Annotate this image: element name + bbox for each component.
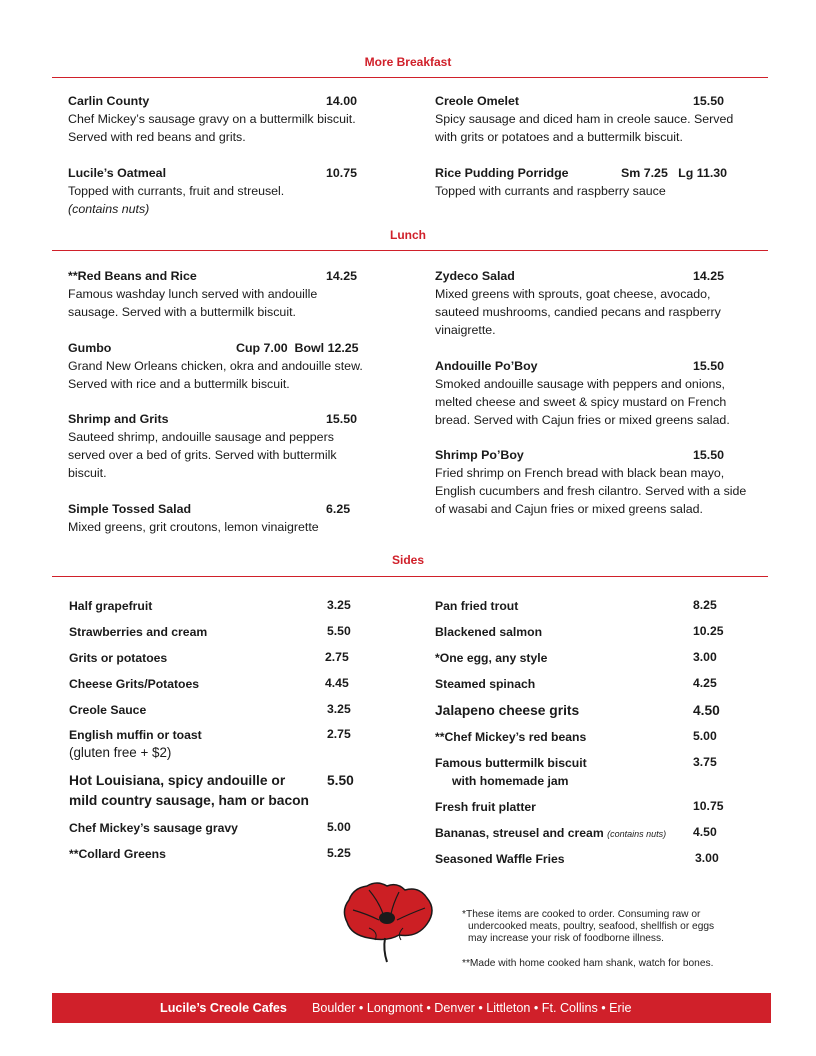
side-price: 5.50 xyxy=(327,773,354,788)
side-name: Fresh fruit platter xyxy=(435,800,536,814)
item-name: Andouille Po’Boy xyxy=(435,359,538,373)
side-name: Blackened salmon xyxy=(435,625,543,639)
menu-item xyxy=(68,410,368,482)
side-name: **Chef Mickey’s red beans xyxy=(435,730,587,744)
section-heading-breakfast: More Breakfast xyxy=(364,55,452,69)
footer-bar xyxy=(52,993,771,1023)
item-name: Shrimp and Grits xyxy=(68,412,169,426)
item-price: 15.50 xyxy=(693,359,725,373)
menu-item xyxy=(435,267,753,339)
item-description: Mixed greens, grit croutons, lemon vinaigrette xyxy=(68,520,319,534)
item-description: Topped with currants and raspberry sauce xyxy=(435,184,666,198)
side-price: 3.25 xyxy=(327,702,351,716)
footer-locations: Boulder • Longmont • Denver • Littleton • Ft. Collins • Erie xyxy=(312,1001,632,1015)
item-price: 6.25 xyxy=(326,502,351,516)
side-name: Strawberries and cream xyxy=(69,625,208,639)
side-price: 3.75 xyxy=(693,755,717,769)
menu-item xyxy=(435,92,757,146)
side-name: Half grapefruit xyxy=(69,599,153,613)
side-name: Hot Louisiana, spicy andouille or xyxy=(69,773,286,788)
item-name: Gumbo xyxy=(68,341,112,355)
item-note: (contains nuts) xyxy=(68,202,150,216)
item-price: 10.75 xyxy=(326,166,358,180)
item-price: 14.25 xyxy=(693,269,725,283)
side-name: mild country sausage, ham or bacon xyxy=(69,793,309,808)
item-description: Spicy sausage and diced ham in creole sauce. Served with grits or potatoes and a buttermilk biscuit. xyxy=(435,112,734,144)
side-name: Seasoned Waffle Fries xyxy=(435,852,565,866)
item-description: Grand New Orleans chicken, okra and andouille stew. Served with rice and a buttermilk biscuit. xyxy=(68,359,363,391)
item-price: Cup 7.00 Bowl 12.25 xyxy=(236,341,359,355)
footer-brand: Lucile’s Creole Cafes xyxy=(160,1001,287,1015)
item-description: Topped with currants, fruit and streusel. xyxy=(68,184,285,198)
side-name: Famous buttermilk biscuit xyxy=(435,756,587,770)
item-price: 15.50 xyxy=(693,448,725,462)
side-name: *One egg, any style xyxy=(435,651,548,665)
side-name: Cheese Grits/Potatoes xyxy=(69,677,200,691)
section-heading-lunch: Lunch xyxy=(390,228,426,242)
item-name: Carlin County xyxy=(68,94,150,108)
side-name: Jalapeno cheese grits xyxy=(435,703,580,718)
side-name: Grits or potatoes xyxy=(69,651,168,665)
side-name: Chef Mickey’s sausage gravy xyxy=(69,821,238,835)
footnote-ham: **Made with home cooked ham shank, watch for bones. xyxy=(462,958,714,969)
side-price: 4.50 xyxy=(693,703,720,718)
side-price: 3.25 xyxy=(327,598,351,612)
side-price: 3.00 xyxy=(695,851,719,865)
side-price: 4.50 xyxy=(693,825,717,839)
item-name: Lucile’s Oatmeal xyxy=(68,166,167,180)
item-description: Fried shrimp on French bread with black bean mayo, English cucumbers and fresh cilantro. Served with a side of wasabi and Cajun fries or mixed greens salad. xyxy=(435,466,747,516)
side-name: **Collard Greens xyxy=(69,847,166,861)
side-name: English muffin or toast xyxy=(69,728,202,742)
side-price: 5.00 xyxy=(327,820,351,834)
menu-item xyxy=(68,164,388,218)
item-price: 15.50 xyxy=(693,94,725,108)
menu-item xyxy=(435,357,757,429)
menu-item xyxy=(68,92,388,146)
side-price: 8.25 xyxy=(693,598,717,612)
menu-item xyxy=(435,164,757,200)
section-heading-sides: Sides xyxy=(391,553,424,567)
item-description: Smoked andouille sausage with peppers and onions, melted cheese and sweet & spicy mustard on French bread. Served with Cajun fries or mixed greens salad. xyxy=(435,377,730,427)
poppy-flower-icon xyxy=(339,880,439,964)
section-divider xyxy=(52,576,768,577)
menu-item xyxy=(68,339,368,393)
side-price: 2.75 xyxy=(327,727,351,741)
side-price: 2.75 xyxy=(325,650,349,664)
item-name: **Red Beans and Rice xyxy=(68,269,197,283)
side-name: Steamed spinach xyxy=(435,677,536,691)
side-price: 4.45 xyxy=(325,676,349,690)
side-price: 3.00 xyxy=(693,650,717,664)
item-description: Sauteed shrimp, andouille sausage and peppers served over a bed of grits. Served with buttermilk biscuit. xyxy=(68,430,337,480)
item-price: 14.00 xyxy=(326,94,358,108)
item-name: Creole Omelet xyxy=(435,94,520,108)
side-price: 5.50 xyxy=(327,624,351,638)
item-name: Zydeco Salad xyxy=(435,269,515,283)
item-description: Famous washday lunch served with andouille sausage. Served with a buttermilk biscuit. xyxy=(68,287,318,319)
menu-item xyxy=(68,267,368,321)
side-price: 10.75 xyxy=(693,799,724,813)
item-name: Shrimp Po’Boy xyxy=(435,448,524,462)
menu-item xyxy=(68,500,368,536)
side-name xyxy=(435,825,666,842)
footnote-line: *These items are cooked to order. Consuming raw or xyxy=(462,909,701,920)
side-price: 4.25 xyxy=(693,676,717,690)
footnote-raw-food xyxy=(462,909,714,945)
side-price: 5.00 xyxy=(693,729,717,743)
side-note: (gluten free + $2) xyxy=(69,745,172,760)
side-name-text: Bananas, streusel and cream xyxy=(435,826,604,840)
side-note: (contains nuts) xyxy=(607,829,667,839)
item-name: Simple Tossed Salad xyxy=(68,502,192,516)
item-description: Mixed greens with sprouts, goat cheese, avocado, sauteed mushrooms, candied pecans and raspberry vinaigrette. xyxy=(435,287,721,337)
section-divider xyxy=(52,77,768,78)
side-price: 5.25 xyxy=(327,846,351,860)
item-price: Sm 7.25 Lg 11.30 xyxy=(621,166,728,180)
side-name: with homemade jam xyxy=(452,774,569,788)
menu-item xyxy=(435,446,757,518)
side-name: Creole Sauce xyxy=(69,703,147,717)
footnote-line: undercooked meats, poultry, seafood, shellfish or eggs xyxy=(468,921,715,932)
item-description: Chef Mickey’s sausage gravy on a buttermilk biscuit. Served with red beans and grits. xyxy=(68,112,356,144)
footnote-line: may increase your risk of foodborne illness. xyxy=(468,933,664,944)
item-price: 15.50 xyxy=(326,412,358,426)
item-name: Rice Pudding Porridge xyxy=(435,166,569,180)
section-divider xyxy=(52,250,768,251)
item-price: 14.25 xyxy=(326,269,358,283)
side-price: 10.25 xyxy=(693,624,724,638)
side-name: Pan fried trout xyxy=(435,599,519,613)
